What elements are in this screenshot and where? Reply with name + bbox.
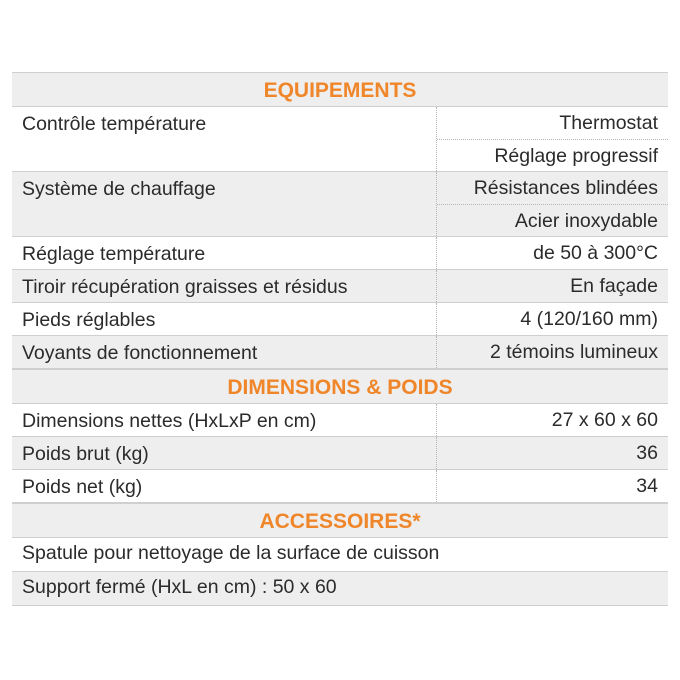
spec-value: 36 bbox=[636, 442, 658, 464]
spec-values bbox=[437, 270, 668, 302]
spec-label: Support fermé (HxL en cm) : 50 x 60 bbox=[22, 576, 337, 598]
section-title-dimensions-poids: DIMENSIONS & POIDS bbox=[12, 369, 668, 404]
spec-values bbox=[437, 470, 668, 502]
spec-label: Réglage température bbox=[12, 237, 437, 269]
spec-label: Pieds réglables bbox=[12, 303, 437, 335]
spec-row bbox=[12, 270, 668, 303]
spec-label: Contrôle température bbox=[12, 107, 437, 171]
spec-values bbox=[437, 107, 668, 171]
section-title-accessoires: ACCESSOIRES* bbox=[12, 503, 668, 538]
spec-value: Réglage progressif bbox=[437, 139, 668, 171]
spec-label: Spatule pour nettoyage de la surface de cuisson bbox=[22, 542, 440, 564]
spec-label: Dimensions nettes (HxLxP en cm) bbox=[12, 404, 437, 436]
spec-label: Voyants de fonctionnement bbox=[12, 336, 437, 368]
spec-row bbox=[12, 404, 668, 437]
spec-value: 34 bbox=[636, 475, 658, 497]
spec-values bbox=[437, 237, 668, 269]
spec-row bbox=[12, 538, 668, 572]
spec-value: Thermostat bbox=[559, 112, 658, 134]
spec-row bbox=[12, 336, 668, 369]
spec-value: de 50 à 300°C bbox=[533, 242, 658, 264]
spec-value: Acier inoxydable bbox=[437, 204, 668, 236]
spec-values bbox=[437, 172, 668, 236]
spec-row bbox=[12, 572, 668, 606]
section-title-equipements: EQUIPEMENTS bbox=[12, 72, 668, 107]
spec-label: Système de chauffage bbox=[12, 172, 437, 236]
spec-row bbox=[12, 172, 668, 237]
spec-values bbox=[437, 404, 668, 436]
spec-value: 4 (120/160 mm) bbox=[520, 308, 658, 330]
spec-row bbox=[12, 437, 668, 470]
spec-value: En façade bbox=[570, 275, 658, 297]
spec-values bbox=[437, 437, 668, 469]
spec-table bbox=[12, 72, 668, 606]
spec-label: Poids brut (kg) bbox=[12, 437, 437, 469]
spec-values bbox=[437, 336, 668, 368]
spec-value: 27 x 60 x 60 bbox=[551, 409, 658, 431]
spec-label: Tiroir récupération graisses et résidus bbox=[12, 270, 437, 302]
spec-row bbox=[12, 107, 668, 172]
spec-values bbox=[437, 303, 668, 335]
spec-value: 2 témoins lumineux bbox=[490, 341, 658, 363]
spec-value: Résistances blindées bbox=[473, 177, 658, 199]
spec-row bbox=[12, 303, 668, 336]
spec-row bbox=[12, 470, 668, 503]
spec-label: Poids net (kg) bbox=[12, 470, 437, 502]
spec-row bbox=[12, 237, 668, 270]
